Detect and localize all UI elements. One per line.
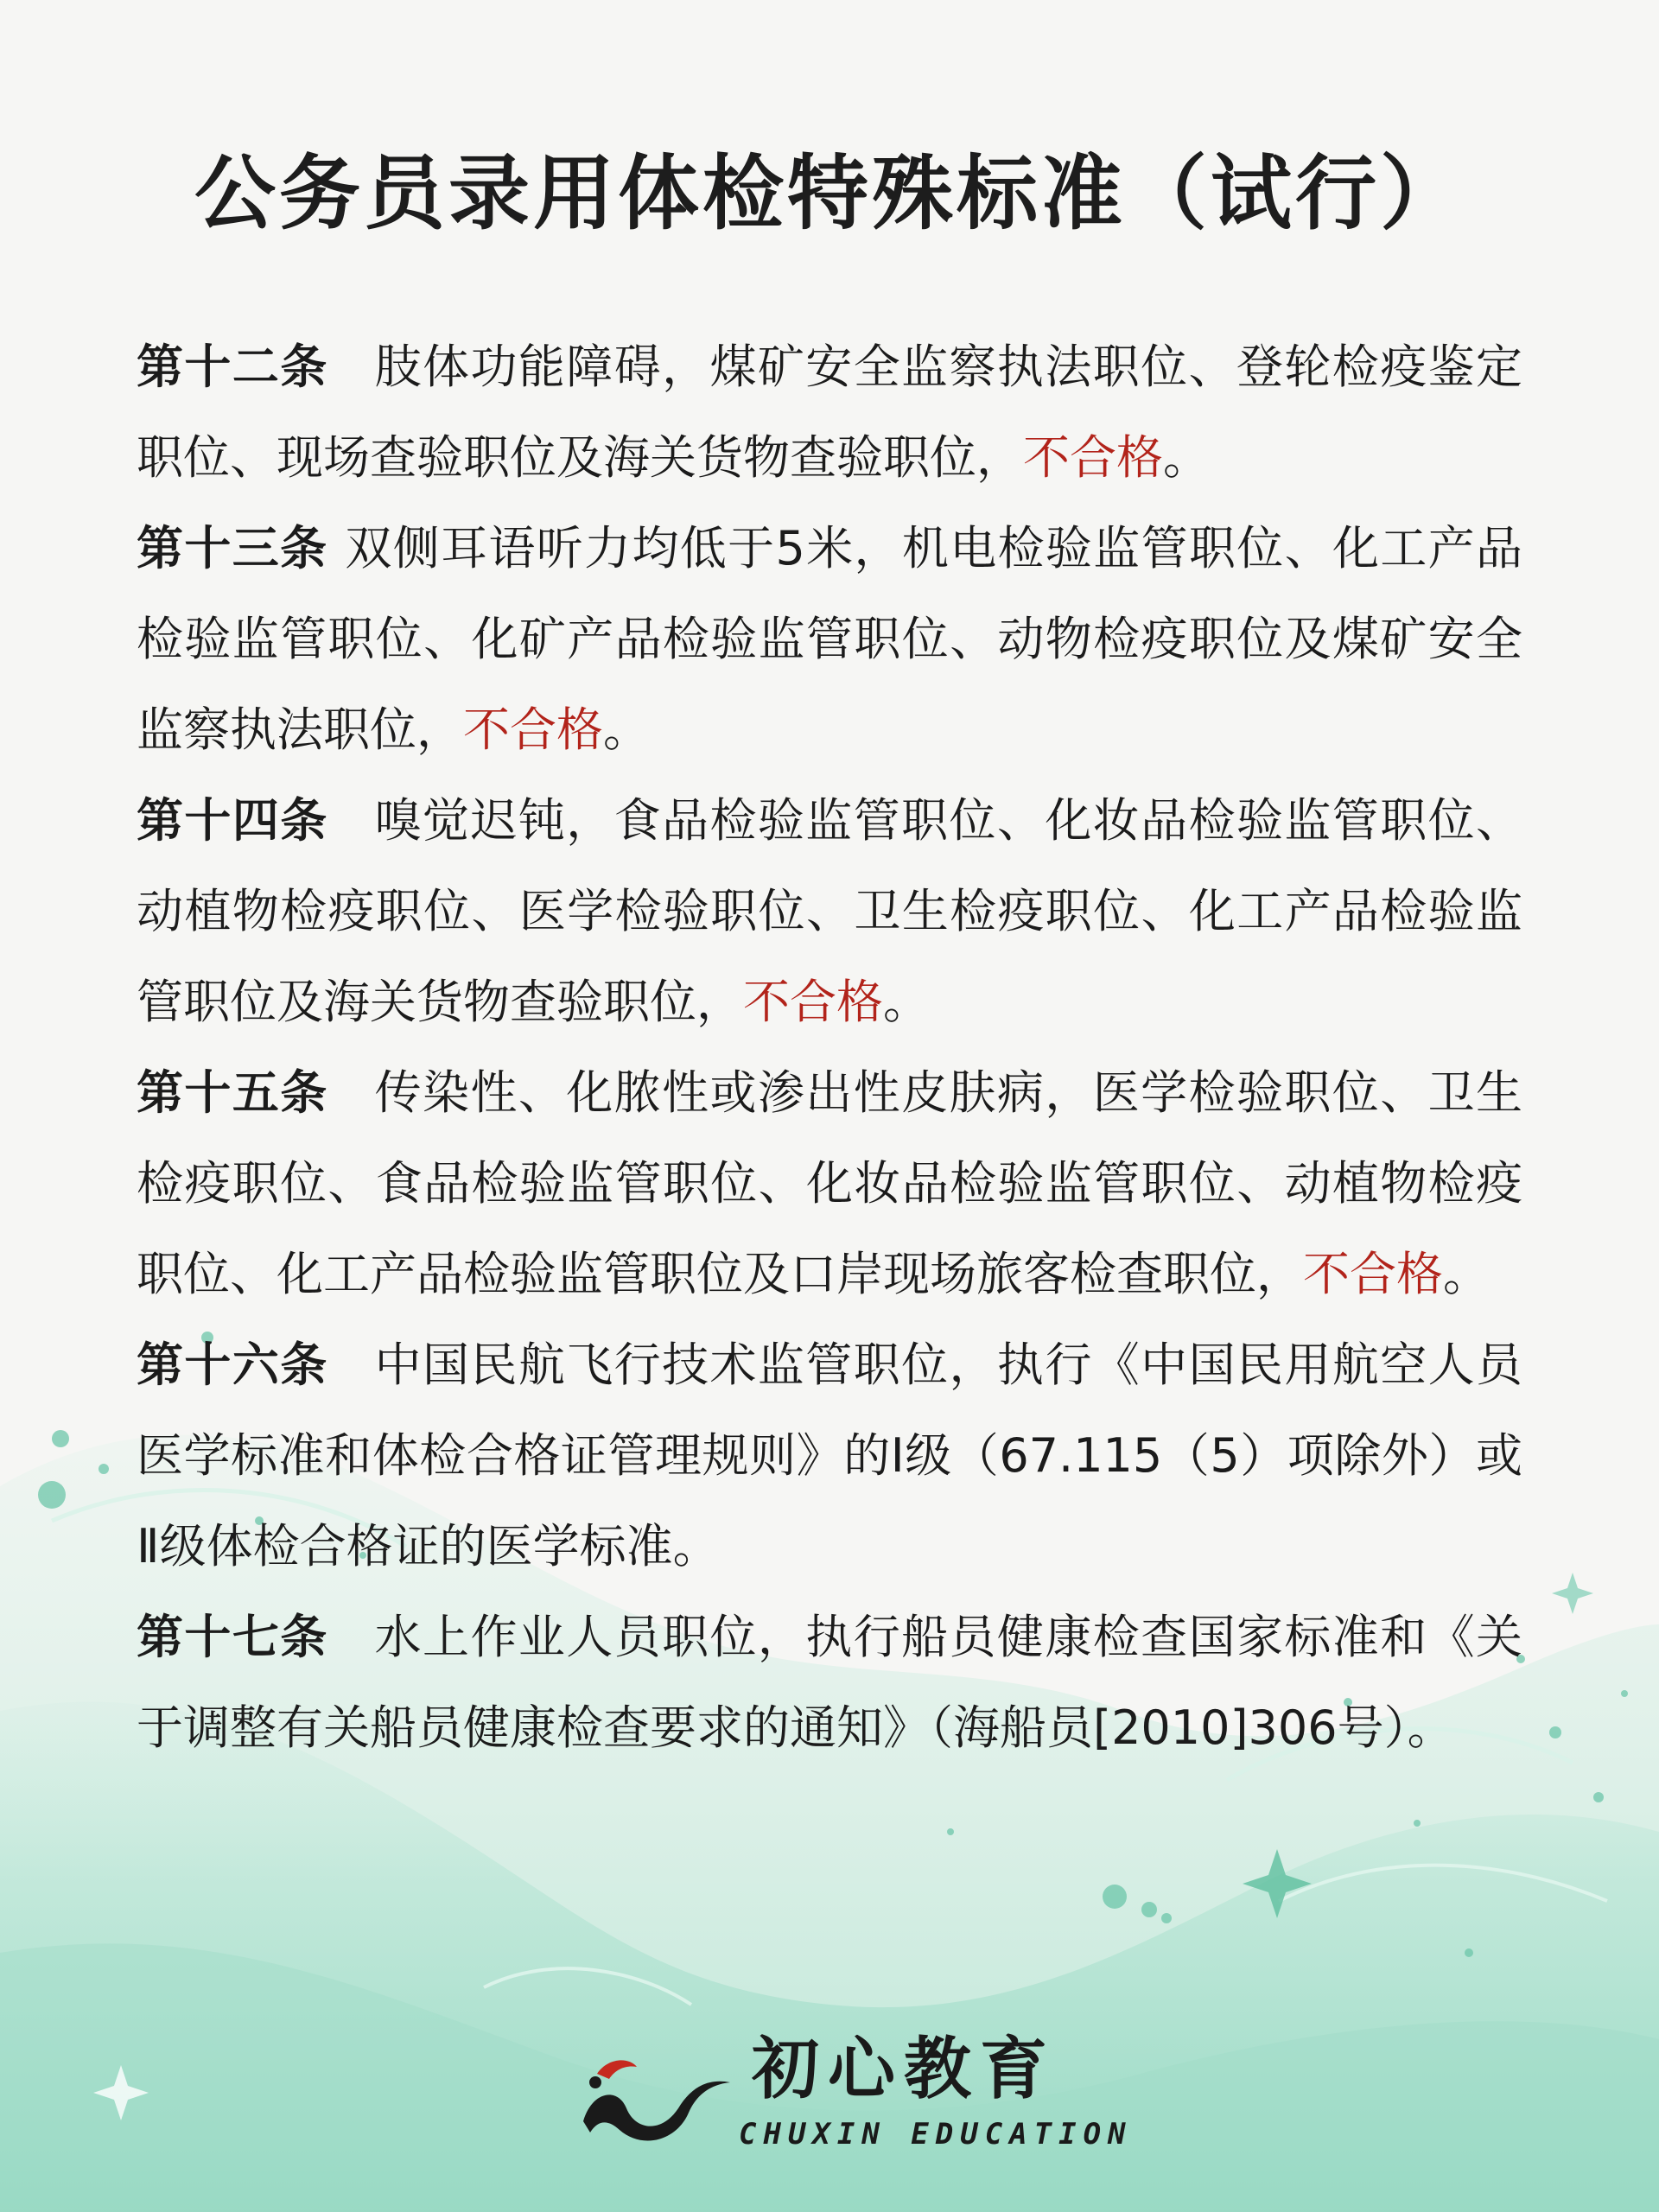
article-14 <box>137 775 1522 1047</box>
fail-highlight: 不合格 <box>1303 1247 1443 1301</box>
article-15 <box>137 1047 1522 1319</box>
article-list <box>137 321 1522 1773</box>
article-end: 。 <box>883 975 930 1029</box>
article-13 <box>137 503 1522 775</box>
article-text: 传染性、化脓性或渗出性皮肤病，医学检验职位、卫生检疫职位、食品检验监管职位、化妆品检验监管职位、动植物检疫职位、化工产品检验监管职位及口岸现场旅客检查职位， <box>137 1065 1523 1301</box>
article-label: 第十二条 <box>137 340 328 394</box>
fail-highlight: 不合格 <box>1023 430 1163 485</box>
article-text: 水上作业人员职位，执行船员健康检查国家标准和《关于调整有关船员健康检查要求的通知》（海船员[2010]306号）。 <box>137 1610 1523 1755</box>
article-text: 中国民航飞行技术监管职位，执行《中国民用航空人员医学标准和体检合格证管理规则》的Ⅰ级（67.115（5）项除外）或Ⅱ级体检合格证的医学标准。 <box>137 1338 1523 1573</box>
article-label: 第十三条 <box>137 521 328 575</box>
article-text: 嗅觉迟钝，食品检验监管职位、化妆品检验监管职位、动植物检疫职位、医学检验职位、卫生检疫职位、化工产品检验监管职位及海关货物查验职位， <box>137 793 1523 1029</box>
page-title: 公务员录用体检特殊标准（试行） <box>194 147 1465 241</box>
article-end: 。 <box>1443 1247 1490 1301</box>
brand-logo <box>566 2022 1133 2169</box>
article-text: 双侧耳语听力均低于5米，机电检验监管职位、化工产品检验监管职位、化矿产品检验监管职位、动物检疫职位及煤矿安全监察执法职位， <box>137 521 1523 757</box>
article-label: 第十五条 <box>137 1065 328 1120</box>
brand-name-en: CHUXIN EDUCATION <box>739 2117 1133 2152</box>
brush-logo-icon <box>566 2039 739 2152</box>
article-16 <box>137 1319 1522 1592</box>
article-text: 肢体功能障碍，煤矿安全监察执法职位、登轮检疫鉴定职位、现场查验职位及海关货物查验职位， <box>137 340 1523 485</box>
article-label: 第十七条 <box>137 1610 328 1664</box>
article-label: 第十四条 <box>137 793 328 848</box>
article-end: 。 <box>603 702 650 757</box>
article-12 <box>137 321 1522 503</box>
fail-highlight: 不合格 <box>463 702 603 757</box>
article-label: 第十六条 <box>137 1338 328 1392</box>
fail-highlight: 不合格 <box>743 975 883 1029</box>
brand-name-cn: 初心教育 <box>752 2031 1057 2108</box>
article-17 <box>137 1592 1522 1773</box>
article-end: 。 <box>1163 430 1210 485</box>
